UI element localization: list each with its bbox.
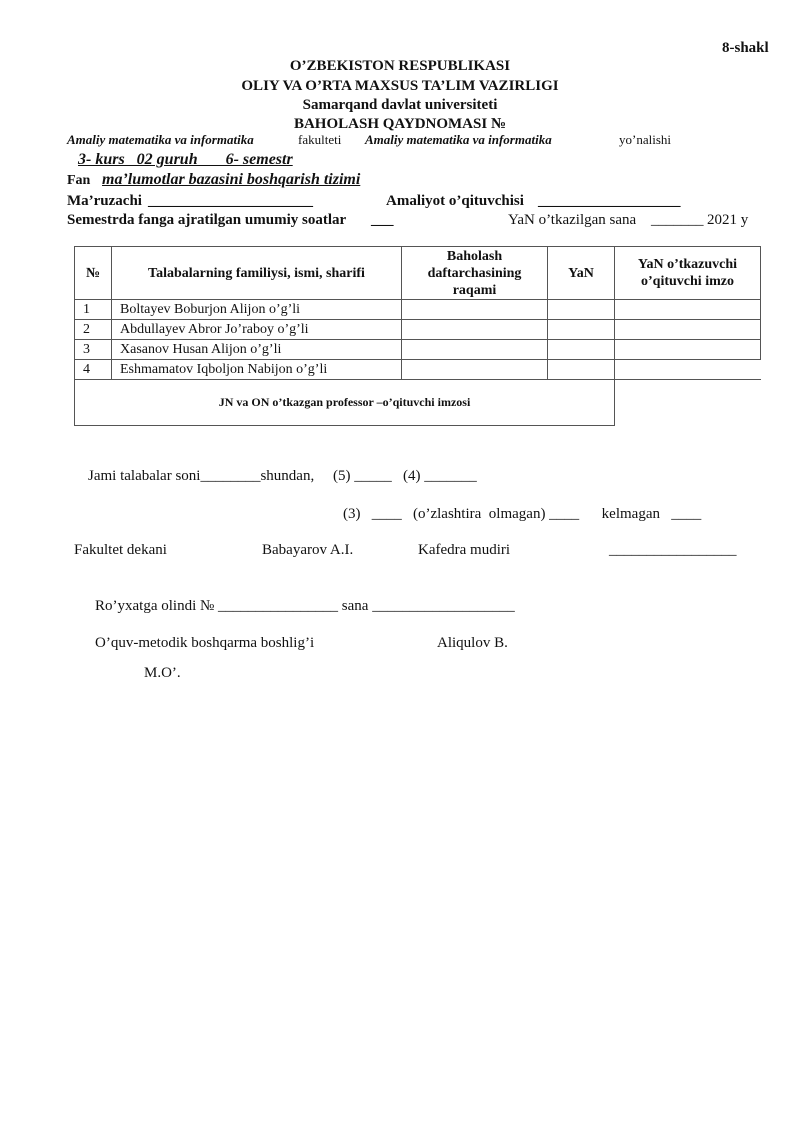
header-ministry: OLIY VA O’RTA MAXSUS TA’LIM VAZIRLIGI <box>241 78 559 94</box>
summary-line-1: Jami talabalar soni________shundan, (5) _____ (4) _______ <box>88 468 477 484</box>
row-student-name: Eshmamatov Iqboljon Nabijon o’g’li <box>112 360 402 380</box>
teacher-signature-footer: JN va ON o’tkazgan professor –o’qituvchi imzosi <box>75 380 615 426</box>
row-signature <box>615 340 761 360</box>
header-record-book: Baholash daftarchasining raqami <box>402 247 548 300</box>
form-number: 8-shakl <box>722 40 769 56</box>
row-signature <box>615 320 761 340</box>
practice-teacher-blank: ___________________ <box>538 193 681 209</box>
table-header-row <box>75 247 761 300</box>
lecturer-blank: ______________________ <box>148 193 313 209</box>
header-university: Samarqand davlat universiteti <box>302 97 498 113</box>
hours-blank: ___ <box>371 212 394 228</box>
chair-label: Kafedra mudiri <box>418 542 511 558</box>
table-row <box>75 340 761 360</box>
course-group-semester: 3- kurs 02 guruh 6- semestr <box>78 151 293 168</box>
row-yan <box>548 340 615 360</box>
exam-year: 2021 y <box>707 212 749 228</box>
direction-name: Amaliy matematika va informatika <box>365 132 552 147</box>
row-student-name: Boltayev Boburjon Alijon o’g’li <box>112 300 402 320</box>
summary-line-2: (3) ____ (o’zlashtira olmagan) ____ kelmagan ____ <box>343 506 702 522</box>
footer-empty <box>615 380 761 426</box>
dean-name: Babayarov A.I. <box>262 542 354 558</box>
registry-line: Ro’yxatga olindi № ________________ sana ___________________ <box>95 598 515 614</box>
header-republic: O’ZBEKISTON RESPUBLIKASI <box>289 58 511 74</box>
row-record-book <box>402 320 548 340</box>
table-row <box>75 320 761 340</box>
table-footer-row <box>75 380 761 426</box>
row-yan <box>548 320 615 340</box>
practice-teacher-label: Amaliyot o’qituvchisi <box>386 193 524 209</box>
header-student-name: Talabalarning familiysi, ismi, sharifi <box>112 247 402 300</box>
row-record-book <box>402 340 548 360</box>
exam-date-blank: _______ <box>651 212 704 228</box>
subject-label: Fan <box>67 173 91 188</box>
faculty-word: fakulteti <box>298 132 342 147</box>
table-row <box>75 300 761 320</box>
methodic-head-label: O’quv-metodik boshqarma boshlig’i <box>95 635 315 651</box>
header-signature: YaN o’tkazuvchi o’qituvchi imzo <box>615 247 761 300</box>
faculty-name: Amaliy matematika va informatika <box>67 132 254 147</box>
hours-label: Semestrda fanga ajratilgan umumiy soatlar <box>67 212 347 228</box>
row-num: 3 <box>75 340 112 360</box>
row-record-book <box>402 360 548 380</box>
header-yan: YaN <box>548 247 615 300</box>
seal-place: M.O’. <box>144 665 181 681</box>
row-yan <box>548 300 615 320</box>
row-student-name: Abdullayev Abror Jo’raboy o’g’li <box>112 320 402 340</box>
row-record-book <box>402 300 548 320</box>
methodic-head-name: Aliqulov B. <box>437 635 508 651</box>
row-signature <box>615 360 761 380</box>
row-num: 2 <box>75 320 112 340</box>
header-document-title: BAHOLASH QAYDNOMASI № <box>293 116 507 132</box>
row-num: 4 <box>75 360 112 380</box>
table-row <box>75 360 761 380</box>
lecturer-label: Ma’ruzachi <box>67 193 142 209</box>
grades-table <box>74 246 761 426</box>
direction-word: yo’nalishi <box>619 132 671 147</box>
subject-value: ma’lumotlar bazasini boshqarish tizimi <box>102 171 361 188</box>
dean-label: Fakultet dekani <box>74 542 167 558</box>
row-signature <box>615 300 761 320</box>
row-yan <box>548 360 615 380</box>
row-num: 1 <box>75 300 112 320</box>
chair-blank: _________________ <box>609 542 737 558</box>
header-num: № <box>75 247 112 300</box>
exam-date-label: YaN o’tkazilgan sana <box>508 212 637 228</box>
row-student-name: Xasanov Husan Alijon o’g’li <box>112 340 402 360</box>
